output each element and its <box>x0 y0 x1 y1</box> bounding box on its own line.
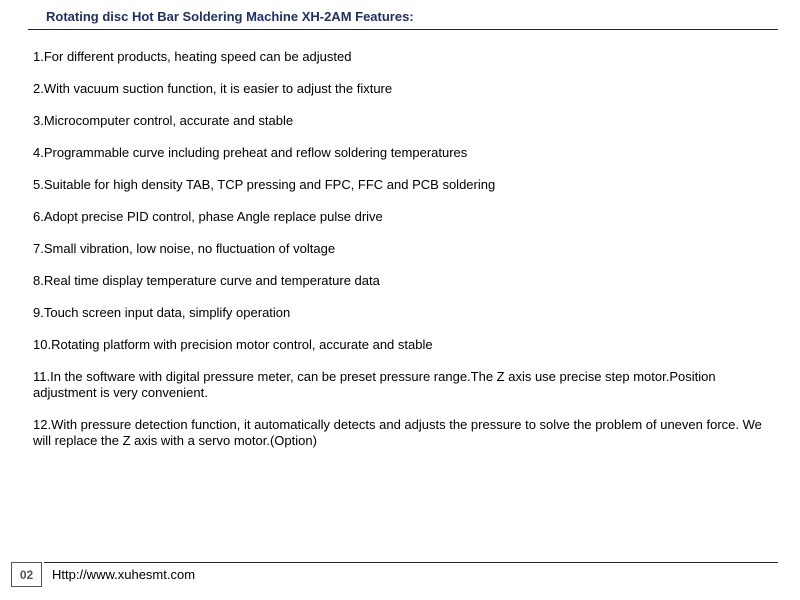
footer-divider <box>44 562 778 563</box>
feature-item: 4.Programmable curve including preheat and reflow soldering temperatures <box>33 145 468 160</box>
page-number-badge: 02 <box>11 562 42 587</box>
feature-item: 8.Real time display temperature curve and temperature data <box>33 273 380 288</box>
feature-item: 7.Small vibration, low noise, no fluctuation of voltage <box>33 241 336 256</box>
feature-item: 9.Touch screen input data, simplify operation <box>33 305 291 320</box>
feature-item: 1.For different products, heating speed can be adjusted <box>33 49 352 64</box>
feature-item: 5.Suitable for high density TAB, TCP pressing and FPC, FFC and PCB soldering <box>33 177 496 192</box>
feature-item: 2.With vacuum suction function, it is easier to adjust the fixture <box>33 81 393 96</box>
feature-item: 11.In the software with digital pressure meter, can be preset pressure range.The Z axis use precise step motor.Position adjustment is very convenient. <box>33 369 716 400</box>
page-title: Rotating disc Hot Bar Soldering Machine XH-2AM Features: <box>46 9 414 24</box>
features-list <box>33 49 773 465</box>
footer-url: Http://www.xuhesmt.com <box>52 567 196 582</box>
feature-item: 6.Adopt precise PID control, phase Angle replace pulse drive <box>33 209 383 224</box>
feature-item: 10.Rotating platform with precision motor control, accurate and stable <box>33 337 433 352</box>
header-divider <box>28 29 778 30</box>
feature-item: 12.With pressure detection function, it automatically detects and adjusts the pressure to solve the problem of uneven force. We will replace the Z axis with a servo motor.(Option) <box>33 417 762 448</box>
feature-item: 3.Microcomputer control, accurate and stable <box>33 113 294 128</box>
